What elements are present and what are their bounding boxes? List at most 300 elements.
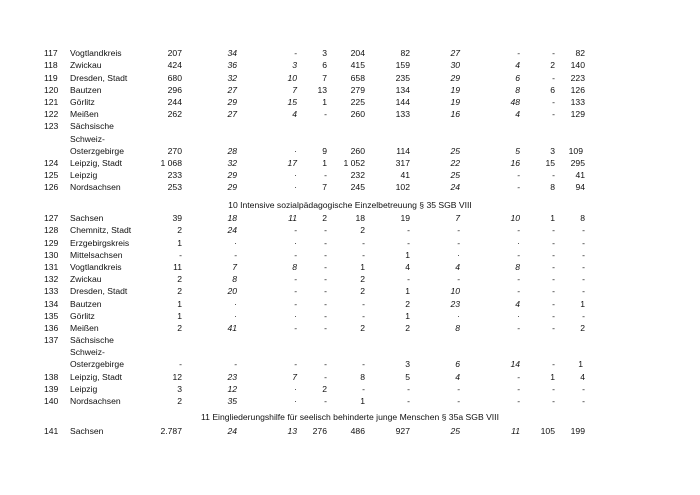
value-cell: 19: [450, 96, 460, 107]
row-number: 128: [44, 225, 59, 236]
empty-cell: [152, 333, 182, 345]
value-cell: -: [552, 359, 555, 370]
value-cell: -: [324, 170, 327, 181]
row-number: 118: [44, 60, 58, 71]
value-cell: 4: [515, 60, 520, 71]
value-cell: 260: [350, 109, 365, 120]
value-cell: 486: [350, 426, 365, 437]
value-cell: -: [294, 249, 297, 260]
value-cell: -: [179, 359, 182, 370]
value-cell: 2: [550, 60, 555, 71]
value-cell: -: [362, 249, 365, 260]
value-cell: 39: [172, 213, 182, 224]
row-number: 120: [44, 84, 59, 95]
table-row: [44, 168, 585, 180]
value-cell: 82: [400, 48, 410, 59]
value-cell: 15: [287, 96, 297, 107]
row-number: 141: [44, 426, 59, 437]
value-cell: 20: [227, 286, 237, 297]
value-cell: -: [294, 359, 297, 370]
value-cell: 4: [455, 371, 460, 382]
district-name: Leipzig, Stadt: [70, 157, 123, 168]
district-name: Meißen: [70, 109, 99, 120]
value-cell: -: [552, 310, 555, 321]
empty-cell: [297, 345, 327, 357]
value-cell: 223: [570, 72, 585, 83]
value-cell: -: [179, 249, 182, 260]
value-cell: 415: [350, 60, 365, 71]
value-cell: 7: [455, 213, 460, 224]
value-cell: -: [517, 274, 520, 285]
row-number: 133: [44, 286, 59, 297]
value-cell: -: [517, 170, 520, 181]
value-cell: -: [294, 274, 297, 285]
empty-cell: [152, 119, 182, 131]
table-row: [44, 296, 585, 308]
value-cell: -: [294, 48, 297, 59]
district-name: Nordsachsen: [70, 182, 121, 193]
value-cell: -: [517, 286, 520, 297]
value-cell: 6: [322, 60, 327, 71]
value-cell: 245: [350, 182, 365, 193]
value-cell: 2: [177, 274, 182, 285]
district-name: Schweiz-: [70, 347, 105, 358]
table-row: [44, 131, 585, 143]
value-cell: 2: [405, 298, 410, 309]
value-cell: -: [324, 371, 327, 382]
row-number: 119: [44, 72, 58, 83]
district-name: Vogtlandkreis: [70, 261, 122, 272]
value-cell: -: [407, 225, 410, 236]
value-cell: -: [407, 237, 410, 248]
value-cell: 114: [396, 145, 410, 156]
value-cell: -: [294, 225, 297, 236]
table-row: [44, 211, 585, 223]
value-cell: 4: [405, 261, 410, 272]
value-cell: 144: [395, 96, 410, 107]
value-cell: -: [234, 359, 237, 370]
value-cell: ·: [457, 249, 460, 260]
value-cell: -: [324, 274, 327, 285]
value-cell: 207: [167, 48, 182, 59]
value-cell: -: [294, 286, 297, 297]
empty-cell: [520, 131, 555, 143]
value-cell: -: [552, 109, 555, 120]
value-cell: ·: [294, 310, 297, 321]
value-cell: -: [517, 182, 520, 193]
empty-cell: [152, 131, 182, 143]
value-cell: 22: [450, 157, 460, 168]
value-cell: 48: [510, 96, 520, 107]
value-cell: 6: [515, 72, 520, 83]
district-name: Sachsen: [70, 213, 104, 224]
value-cell: 4: [292, 109, 297, 120]
table-row: [44, 156, 585, 168]
value-cell: 12: [227, 383, 237, 394]
value-cell: 94: [575, 182, 585, 193]
value-cell: 18: [355, 213, 365, 224]
value-cell: 1: [405, 310, 410, 321]
value-cell: -: [552, 322, 555, 333]
value-cell: 199: [570, 426, 585, 437]
value-cell: -: [582, 286, 585, 297]
value-cell: 7: [292, 371, 297, 382]
value-cell: ·: [234, 310, 237, 321]
value-cell: 29: [227, 96, 237, 107]
table-row: [44, 46, 585, 58]
value-cell: -: [324, 237, 327, 248]
value-cell: 24: [227, 426, 237, 437]
value-cell: -: [324, 298, 327, 309]
empty-cell: [297, 333, 327, 345]
value-cell: 8: [580, 213, 585, 224]
value-cell: -: [457, 237, 460, 248]
value-cell: -: [324, 249, 327, 260]
value-cell: 4: [580, 371, 585, 382]
value-cell: 1: [405, 249, 410, 260]
value-cell: 5: [405, 371, 410, 382]
empty-cell: [460, 131, 520, 143]
table-row: [44, 83, 585, 95]
empty-cell: [410, 345, 460, 357]
value-cell: 2: [177, 322, 182, 333]
empty-cell: [237, 333, 297, 345]
row-number: 122: [44, 109, 59, 120]
value-cell: 24: [227, 225, 237, 236]
empty-cell: [182, 131, 237, 143]
value-cell: -: [362, 359, 365, 370]
value-cell: 2: [322, 213, 327, 224]
value-cell: 29: [227, 182, 237, 193]
value-cell: 8: [550, 182, 555, 193]
value-cell: -: [552, 249, 555, 260]
value-cell: 1: [322, 96, 327, 107]
table-row: [44, 424, 585, 436]
value-cell: 29: [450, 72, 460, 83]
value-cell: 105: [540, 426, 555, 437]
data-table-block-3: [44, 424, 585, 436]
value-cell: 2: [177, 396, 182, 406]
value-cell: 36: [227, 60, 237, 71]
value-cell: 140: [570, 60, 585, 71]
value-cell: -: [362, 310, 365, 321]
row-number: 138: [44, 371, 59, 382]
row-number: 126: [44, 182, 59, 193]
value-cell: 159: [395, 60, 410, 71]
value-cell: 10: [510, 213, 520, 224]
table-row: [44, 333, 585, 345]
value-cell: -: [362, 237, 365, 248]
value-cell: 2: [322, 383, 327, 394]
value-cell: 233: [167, 170, 182, 181]
value-cell: 1: [360, 261, 365, 272]
value-cell: -: [294, 322, 297, 333]
row-number: 136: [44, 322, 59, 333]
empty-cell: [555, 345, 585, 357]
value-cell: ·: [294, 237, 297, 248]
district-name: Mittelsachsen: [70, 249, 123, 260]
value-cell: 27: [450, 48, 460, 59]
table-row: [44, 70, 585, 82]
empty-cell: [237, 345, 297, 357]
value-cell: ·: [517, 310, 520, 321]
value-cell: 3: [322, 48, 327, 59]
value-cell: 2.787: [160, 426, 182, 437]
value-cell: 18: [227, 213, 237, 224]
value-cell: -: [582, 310, 585, 321]
row-number: 131: [44, 261, 59, 272]
value-cell: -: [552, 237, 555, 248]
value-cell: 8: [360, 371, 365, 382]
district-name: Osterzgebirge: [70, 145, 124, 156]
value-cell: 2: [177, 225, 182, 236]
empty-cell: [297, 131, 327, 143]
value-cell: -: [552, 96, 555, 107]
empty-cell: [460, 345, 520, 357]
value-cell: 133: [395, 109, 410, 120]
district-name: Nordsachsen: [70, 396, 121, 406]
value-cell: 1 068: [160, 157, 182, 168]
value-cell: 680: [167, 72, 182, 83]
district-name: Dresden, Stadt: [70, 72, 128, 83]
district-name: Leipzig: [70, 170, 98, 181]
value-cell: 9: [322, 145, 327, 156]
value-cell: -: [517, 225, 520, 236]
value-cell: -: [457, 383, 460, 394]
district-name: Vogtlandkreis: [70, 48, 122, 59]
value-cell: -: [582, 237, 585, 248]
row-number: 135: [44, 310, 59, 321]
table-row: [44, 107, 585, 119]
table-row: [44, 235, 585, 247]
value-cell: 27: [227, 84, 237, 95]
district-name: Leipzig: [70, 383, 98, 394]
value-cell: -: [362, 383, 365, 394]
value-cell: -: [552, 48, 555, 59]
value-cell: -: [517, 383, 520, 394]
value-cell: 1: [578, 359, 583, 370]
value-cell: 13: [317, 84, 327, 95]
row-number: 137: [44, 335, 59, 346]
district-name: Görlitz: [70, 310, 95, 321]
value-cell: -: [407, 274, 410, 285]
value-cell: 17: [287, 157, 297, 168]
table-row: [44, 144, 585, 156]
value-cell: 82: [575, 48, 585, 59]
value-cell: 1: [580, 298, 585, 309]
value-cell: -: [324, 261, 327, 272]
value-cell: ·: [457, 310, 460, 321]
value-cell: -: [582, 383, 585, 394]
value-cell: 27: [227, 109, 237, 120]
district-name: Meißen: [70, 322, 99, 333]
value-cell: -: [552, 261, 555, 272]
empty-cell: [520, 333, 555, 345]
value-cell: 15: [545, 157, 555, 168]
data-table-block-1: [44, 46, 585, 192]
value-cell: 3: [550, 145, 555, 156]
empty-cell: [237, 131, 297, 143]
value-cell: 295: [570, 157, 585, 168]
value-cell: -: [362, 298, 365, 309]
value-cell: 296: [167, 84, 182, 95]
value-cell: 25: [450, 145, 460, 156]
value-cell: 2: [580, 322, 585, 333]
value-cell: 7: [322, 182, 327, 193]
row-number: 117: [44, 48, 58, 59]
value-cell: 19: [400, 213, 410, 224]
row-number: [44, 131, 70, 143]
value-cell: 109: [568, 145, 583, 156]
table-row: [44, 394, 585, 406]
value-cell: 23: [227, 371, 237, 382]
value-cell: 260: [350, 145, 365, 156]
value-cell: -: [552, 225, 555, 236]
value-cell: 1: [177, 298, 182, 309]
row-number: [44, 345, 70, 357]
row-number: 124: [44, 157, 59, 168]
value-cell: 16: [450, 109, 460, 120]
value-cell: ·: [234, 298, 237, 309]
value-cell: -: [517, 396, 520, 406]
row-number: 125: [44, 170, 59, 181]
value-cell: -: [517, 322, 520, 333]
value-cell: 2: [177, 286, 182, 297]
district-name: Chemnitz, Stadt: [70, 225, 132, 236]
value-cell: 1: [550, 371, 555, 382]
value-cell: 317: [395, 157, 410, 168]
value-cell: -: [582, 274, 585, 285]
value-cell: 225: [350, 96, 365, 107]
value-cell: -: [294, 298, 297, 309]
value-cell: -: [324, 310, 327, 321]
value-cell: -: [457, 225, 460, 236]
value-cell: 232: [350, 170, 365, 181]
empty-cell: [555, 131, 585, 143]
value-cell: -: [582, 261, 585, 272]
empty-cell: [520, 345, 555, 357]
value-cell: 1: [550, 213, 555, 224]
value-cell: -: [324, 109, 327, 120]
table-row: [44, 95, 585, 107]
empty-cell: [327, 345, 365, 357]
empty-cell: [327, 131, 365, 143]
value-cell: 204: [350, 48, 365, 59]
empty-cell: [460, 333, 520, 345]
value-cell: 8: [455, 322, 460, 333]
value-cell: 24: [450, 182, 460, 193]
value-cell: -: [457, 396, 460, 406]
empty-cell: [182, 333, 237, 345]
value-cell: -: [517, 48, 520, 59]
value-cell: 102: [395, 182, 410, 193]
value-cell: 5: [515, 145, 520, 156]
value-cell: 3: [177, 383, 182, 394]
row-number: [44, 357, 70, 369]
value-cell: ·: [294, 383, 297, 394]
value-cell: 23: [450, 298, 460, 309]
value-cell: -: [324, 359, 327, 370]
value-cell: 1: [177, 237, 182, 248]
table-row: [44, 260, 585, 272]
value-cell: 658: [350, 72, 365, 83]
value-cell: 7: [292, 84, 297, 95]
value-cell: -: [457, 274, 460, 285]
value-cell: ·: [294, 170, 297, 181]
value-cell: -: [582, 225, 585, 236]
value-cell: 30: [450, 60, 460, 71]
value-cell: 253: [167, 182, 182, 193]
value-cell: 2: [405, 322, 410, 333]
empty-cell: [152, 345, 182, 357]
value-cell: 8: [292, 261, 297, 272]
empty-cell: [410, 131, 460, 143]
value-cell: ·: [294, 182, 297, 193]
value-cell: -: [582, 396, 585, 406]
empty-cell: [555, 119, 585, 131]
value-cell: -: [324, 225, 327, 236]
value-cell: 11: [288, 213, 297, 224]
value-cell: 7: [232, 261, 237, 272]
table-row: [44, 284, 585, 296]
value-cell: 126: [570, 84, 585, 95]
empty-cell: [555, 333, 585, 345]
value-cell: 11: [511, 426, 520, 437]
value-cell: -: [324, 322, 327, 333]
value-cell: 129: [570, 109, 585, 120]
value-cell: ·: [294, 396, 297, 406]
value-cell: 8: [515, 261, 520, 272]
data-table-block-2: [44, 211, 585, 406]
section-heading-10: 10 Intensive sozialpädagogische Einzelbetreuung § 35 SGB VIII: [228, 200, 472, 210]
value-cell: 4: [455, 261, 460, 272]
value-cell: 927: [395, 426, 410, 437]
value-cell: 2: [360, 274, 365, 285]
value-cell: 1: [360, 396, 365, 406]
empty-cell: [237, 119, 297, 131]
empty-cell: [327, 333, 365, 345]
value-cell: ·: [517, 237, 520, 248]
value-cell: -: [324, 396, 327, 406]
row-number: 123: [44, 121, 59, 132]
value-cell: 10: [287, 72, 297, 83]
district-name: Sachsen: [70, 426, 104, 437]
value-cell: ·: [294, 145, 297, 156]
empty-cell: [327, 119, 365, 131]
value-cell: 4: [515, 109, 520, 120]
value-cell: -: [407, 396, 410, 406]
value-cell: 8: [515, 84, 520, 95]
value-cell: -: [582, 249, 585, 260]
value-cell: 279: [350, 84, 365, 95]
value-cell: -: [517, 371, 520, 382]
empty-cell: [182, 345, 237, 357]
value-cell: 6: [455, 359, 460, 370]
table-row: [44, 272, 585, 284]
value-cell: 25: [450, 170, 460, 181]
table-row: [44, 357, 585, 369]
value-cell: 244: [167, 96, 182, 107]
value-cell: 262: [167, 109, 182, 120]
value-cell: 32: [227, 72, 237, 83]
value-cell: ·: [234, 237, 237, 248]
row-number: 139: [44, 383, 59, 394]
value-cell: 276: [312, 426, 327, 437]
value-cell: 424: [167, 60, 182, 71]
section-heading-11: 11 Eingliederungshilfe für seelisch behinderte junge Menschen § 35a SGB VIII: [201, 412, 499, 422]
district-name: Görlitz: [70, 96, 95, 107]
value-cell: 41: [575, 170, 585, 181]
